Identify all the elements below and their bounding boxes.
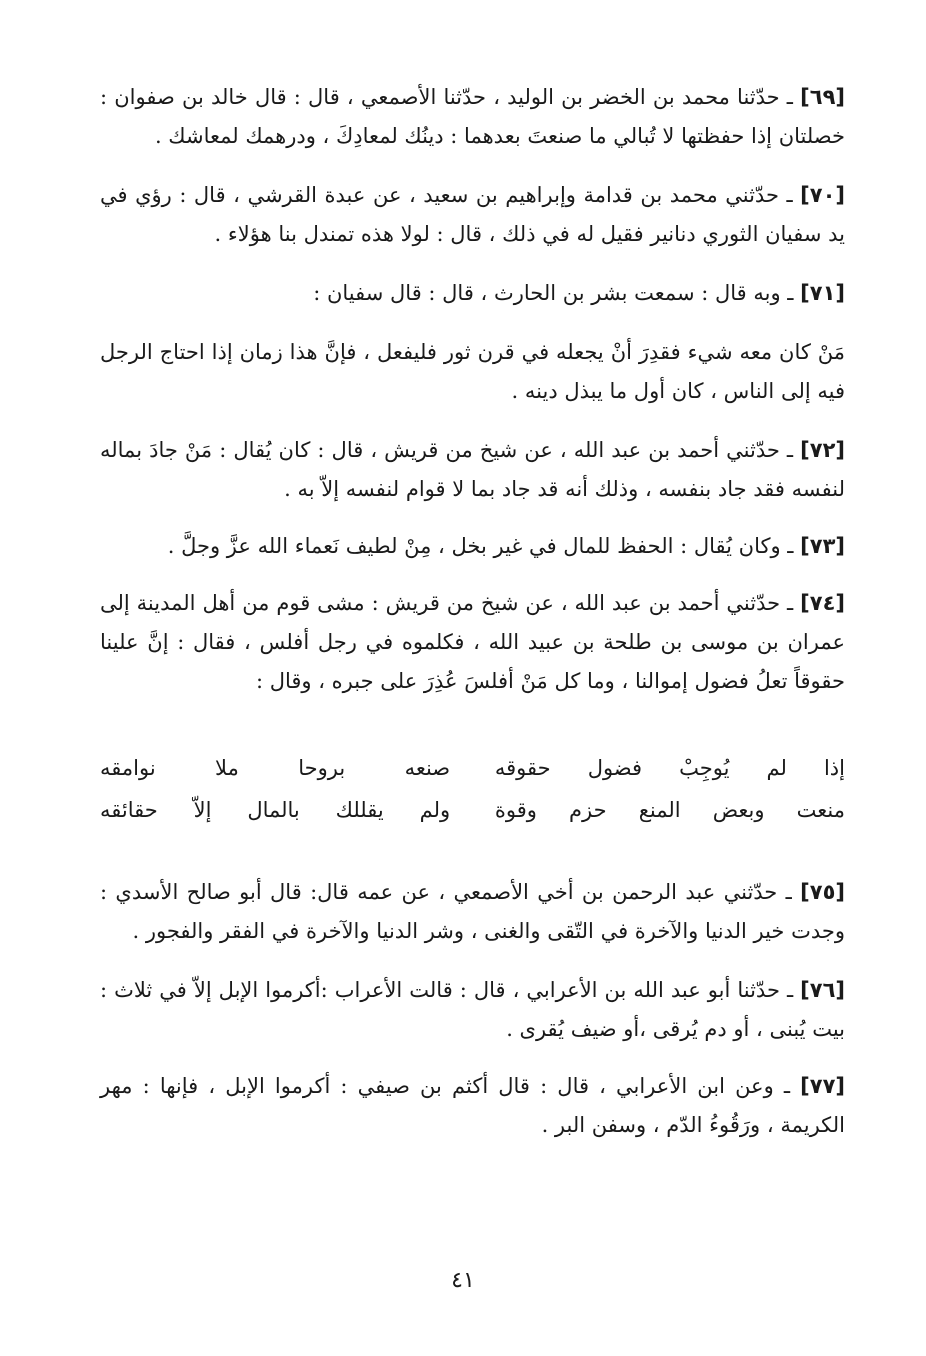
paragraph-number: [٧٢] [800, 438, 845, 462]
paragraph-76 [100, 971, 845, 1049]
paragraph-number: [٧٧] [800, 1074, 845, 1098]
paragraph-text: مَنْ كان معه شيء فقدِرَ أنْ يجعله في قرن ثور فليفعل ، فإنَّ هذا زمان إذا احتاج الرجل فيه إلى الناس ، كان أول ما يبذل دينه . [100, 340, 845, 403]
paragraph-72 [100, 431, 845, 509]
paragraph-number: [٧٥] [800, 880, 845, 904]
paragraph-number: [٧٤] [800, 591, 845, 615]
paragraph-71 [100, 274, 845, 313]
paragraph-77 [100, 1067, 845, 1145]
paragraph-number: [٧٣] [800, 534, 845, 558]
poem-second-hemistich: ولم يقللك بالمال إلاّ حقائقه [100, 798, 451, 822]
paragraph-text: ـ حدّثني أحمد بن عبد الله ، عن شيخ من قريش ، قال : كان يُقال : مَنْ جادَ بماله لنفسه فقد جاد بنفسه ، وذلك أنه قد جاد بما لا قوام لنفسه إلاّ به . [100, 438, 845, 501]
paragraph-text: ـ حدّثنا أبو عبد الله بن الأعرابي ، قال : قالت الأعراب :أكرموا الإبل إلاّ في ثلاث : بيت يُبنى ، أو دم يُرقى ،أو ضيف يُقرى . [100, 978, 845, 1041]
paragraph-75 [100, 873, 845, 951]
paragraph-text: ـ وكان يُقال : الحفظ للمال في غير بخل ، مِنْ لطيف نَعماء الله عزَّ وجلَّ . [167, 534, 801, 558]
paragraph-74 [100, 584, 845, 701]
page-number: ٤١ [451, 1268, 475, 1293]
poem-first-hemistich: إذا لم يُوجِبْ فضول حقوقه [494, 756, 845, 780]
paragraph-71-quote [100, 333, 845, 411]
paragraph-number: [٧٠] [800, 183, 845, 207]
paragraph-text: ـ حدّثني عبد الرحمن بن أخي الأصمعي ، عن عمه قال: قال أبو صالح الأسدي : وجدت خير الدنيا والآخرة في التّقى والغنى ، وشر الدنيا والآخرة في الفقر والفجور . [100, 880, 845, 943]
poem-first-hemistich: منعت وبعض المنع حزم وقوة [494, 798, 845, 822]
paragraph-text: ـ حدّثني محمد بن قدامة وإبراهيم بن سعيد ، عن عبدة القرشي ، قال : رؤي في يد سفيان الثوري دنانير فقيل له في ذلك ، قال : لولا هذه تمندل بنا هؤلاء . [100, 183, 845, 246]
poem [100, 747, 845, 831]
poem-line [100, 747, 845, 789]
paragraph-text: ـ وبه قال : سمعت بشر بن الحارث ، قال : قال سفيان : [313, 281, 801, 305]
paragraph-number: [٧٦] [800, 978, 845, 1002]
paragraph-70 [100, 176, 845, 254]
poem-second-hemistich: صنعه بروحا ملا نوامقه [100, 756, 451, 780]
paragraph-text: ـ وعن ابن الأعرابي ، قال : قال أكثم بن صيفي : أكرموا الإبل ، فإنها : مهر الكريمة ، ورَقُوءُ الدّم ، وسفن البر . [100, 1074, 845, 1137]
poem-line [100, 789, 845, 831]
page-body [100, 78, 845, 1165]
paragraph-text: ـ حدّثني أحمد بن عبد الله ، عن شيخ من قريش : مشى قوم من أهل المدينة إلى عمران بن موسى بن طلحة بن عبيد الله ، فكلموه في رجل أفلس ، فقال : إنَّ علينا حقوقاً تعلُ فضول إموالنا ، وما كل مَنْ أفلسَ عُذِرَ على جبره ، وقال : [100, 591, 845, 693]
paragraph-number: [٧١] [800, 281, 845, 305]
paragraph-69 [100, 78, 845, 156]
paragraph-text: ـ حدّثنا محمد بن الخضر بن الوليد ، حدّثنا الأصمعي ، قال : قال خالد بن صفوان : خصلتان إذا حفظتها لا تُبالي ما صنعتَ بعدهما : دينُك لمعادِكَ ، ودرهمك لمعاشك . [100, 85, 845, 148]
paragraph-number: [٦٩] [800, 85, 845, 109]
paragraph-73 [100, 527, 845, 566]
